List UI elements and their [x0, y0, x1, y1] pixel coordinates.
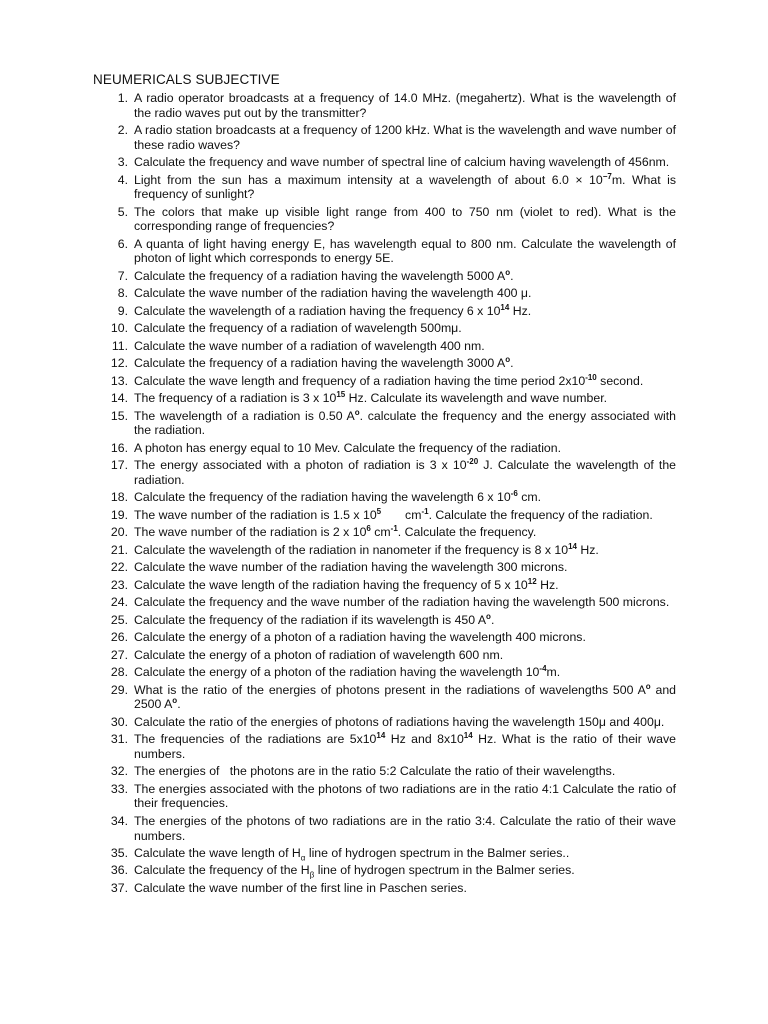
superscript: -4: [539, 664, 547, 674]
question-item: [93, 525, 676, 540]
superscript: -20: [466, 457, 479, 467]
question-item: [93, 613, 676, 628]
question-number: 28.: [110, 665, 128, 680]
question-item: [93, 630, 676, 645]
superscript: 5: [376, 506, 382, 516]
question-number: 10.: [110, 321, 128, 336]
question-text: [128, 391, 676, 406]
question-item: [93, 764, 676, 779]
question-text: [128, 356, 676, 371]
question-item: [93, 543, 676, 558]
question-item: [93, 374, 676, 389]
text-run: Calculate the frequency of a radiation of wavelength 500mμ.: [134, 321, 462, 336]
question-item: [93, 508, 676, 523]
question-number: 31.: [110, 732, 128, 747]
question-text: [128, 490, 676, 505]
question-number: 5.: [117, 204, 128, 219]
text-run: line of hydrogen spectrum in the Balmer series.: [314, 863, 575, 878]
question-text: [128, 764, 676, 779]
text-run: Calculate the wave length and frequency of a radiation having the time period 2x10: [134, 373, 586, 388]
text-run: Calculate the energy of a photon of a radiation having the wavelength 400 microns.: [134, 630, 586, 645]
question-text: [128, 543, 676, 558]
superscript: 14: [500, 302, 510, 312]
text-run: Hz.: [509, 303, 532, 318]
question-number: 32.: [110, 764, 128, 779]
question-text: [128, 123, 676, 152]
question-text: [128, 665, 676, 680]
question-text: [128, 863, 676, 878]
text-run: A quanta of light having energy E, has wavelength equal to 800 nm. Calculate the wavelength of photon of light which corresponds to energy 5E.: [134, 236, 676, 266]
question-text: [128, 458, 676, 487]
text-run: Calculate the wave number of the radiation having the wavelength 400 μ.: [134, 286, 532, 301]
text-run: Calculate the energy of a photon of the radiation having the wavelength 10: [134, 665, 540, 680]
question-number: 25.: [110, 612, 128, 627]
text-run: .: [490, 612, 495, 627]
question-item: [93, 578, 676, 593]
question-text: [128, 881, 676, 896]
question-item: [93, 595, 676, 610]
question-text: [128, 409, 676, 438]
text-run: The energies associated with the photons of two radiations are in the ratio 4:1 Calculate the ratio of their frequencies.: [134, 781, 676, 811]
text-run: Calculate the wave number of the first line in Paschen series.: [134, 880, 467, 895]
question-item: [93, 409, 676, 438]
question-number: 35.: [110, 846, 128, 860]
text-run: Calculate the frequency of a radiation having the wavelength 3000 A: [134, 356, 506, 371]
text-run: J. Calculate the wavelength of the radiation.: [134, 458, 677, 487]
question-item: [93, 286, 676, 301]
text-run: Calculate the energy of a photon of radiation of wavelength 600 nm.: [134, 647, 504, 662]
superscript: o: [505, 267, 511, 277]
question-number: 36.: [110, 863, 128, 878]
question-text: [128, 237, 676, 266]
text-run: A radio station broadcasts at a frequency of 1200 kHz. What is the wavelength and wave number of these radio waves?: [134, 123, 676, 152]
text-run: second.: [596, 373, 644, 388]
question-number: 34.: [110, 813, 128, 828]
question-number: 15.: [110, 408, 128, 423]
question-number: 3.: [117, 155, 128, 170]
question-text: [128, 715, 676, 730]
text-run: What is the ratio of the energies of photons present in the radiations of wavelengths 500 A: [134, 682, 646, 697]
question-number: 27.: [110, 647, 128, 662]
question-item: [93, 91, 676, 120]
question-number: 13.: [110, 373, 128, 388]
question-item: [93, 490, 676, 505]
superscript: 14: [568, 541, 577, 551]
text-run: line of hydrogen spectrum in the Balmer series..: [305, 846, 570, 860]
text-run: Calculate the wave length of H: [134, 846, 301, 860]
question-item: [93, 648, 676, 663]
question-text: [128, 648, 676, 663]
question-number: 24.: [110, 595, 128, 610]
text-run: Hz. Calculate its wavelength and wave number.: [345, 391, 608, 406]
superscript: 12: [527, 576, 537, 586]
question-item: [93, 732, 676, 761]
text-run: The colors that make up visible light range from 400 to 750 nm (violet to red). What is the corresponding range of frequencies?: [134, 204, 676, 234]
text-run: cm: [370, 525, 391, 540]
document-title: NEUMERICALS SUBJECTIVE: [93, 72, 280, 87]
question-text: [128, 91, 676, 120]
question-number: 14.: [110, 391, 128, 406]
superscript: −7: [602, 171, 612, 181]
question-number: 21.: [110, 542, 128, 557]
text-run: The energies of the photons of two radiations are in the ratio 3:4. Calculate the ratio of their wave numbers.: [134, 813, 676, 843]
question-text: [128, 560, 676, 575]
superscript: o: [354, 407, 360, 417]
superscript: o: [505, 355, 511, 365]
question-text: [128, 269, 676, 284]
superscript: 15: [336, 390, 346, 400]
question-item: [93, 863, 676, 878]
question-item: [93, 560, 676, 575]
text-run: .: [510, 268, 514, 283]
question-item: [93, 123, 676, 152]
text-run: . Calculate the frequency.: [397, 525, 537, 540]
question-number: 20.: [110, 525, 128, 540]
question-item: [93, 391, 676, 406]
text-run: m.: [546, 665, 561, 680]
question-item: [93, 782, 676, 811]
question-number: 2.: [117, 123, 128, 138]
text-run: The wave number of the radiation is 2 x 10: [134, 525, 367, 540]
text-run: Light from the sun has a maximum intensity at a wavelength of about 6.0 × 10: [134, 172, 603, 187]
text-run: Calculate the frequency of a radiation having the wavelength 5000 A: [134, 268, 506, 283]
superscript: -10: [585, 372, 597, 382]
text-run: Calculate the frequency and wave number of spectral line of calcium having wavelength of 456nm.: [134, 155, 670, 170]
subscript: α: [300, 853, 306, 863]
question-number: 1.: [117, 91, 128, 105]
question-item: [93, 458, 676, 487]
text-run: .: [177, 697, 181, 712]
question-text: [128, 683, 676, 712]
text-run: Calculate the wave number of a radiation of wavelength 400 nm.: [134, 338, 485, 353]
text-run: . calculate the frequency and the energy associated with the radiation.: [134, 408, 677, 438]
subscript: β: [309, 870, 315, 880]
question-number: 11.: [111, 338, 128, 353]
text-run: cm: [381, 507, 422, 522]
question-item: [93, 356, 676, 371]
question-item: [93, 715, 676, 730]
question-number: 7.: [117, 268, 128, 283]
question-text: [128, 782, 676, 811]
question-text: [128, 286, 676, 301]
question-list: [93, 91, 676, 896]
question-text: [128, 173, 676, 202]
text-run: Hz.: [536, 577, 559, 592]
question-text: [128, 578, 676, 593]
question-number: 30.: [110, 714, 128, 729]
superscript: o: [645, 681, 651, 691]
superscript: o: [486, 611, 491, 621]
question-text: [128, 339, 676, 354]
question-item: [93, 881, 676, 896]
question-number: 12.: [110, 356, 128, 371]
question-item: [93, 441, 676, 456]
question-item: [93, 155, 676, 170]
text-run: .: [510, 356, 514, 371]
text-run: The wave number of the radiation is 1.5 x 10: [134, 507, 377, 522]
question-number: 18.: [110, 490, 128, 505]
superscript: -6: [510, 489, 518, 499]
superscript: 14: [463, 731, 473, 741]
question-text: [128, 732, 676, 761]
question-number: 16.: [110, 440, 128, 455]
text-run: cm.: [517, 490, 542, 505]
question-number: 4.: [117, 172, 128, 187]
question-number: 22.: [110, 560, 128, 575]
question-number: 19.: [110, 507, 128, 522]
question-item: [93, 665, 676, 680]
text-run: The frequencies of the radiations are 5x10: [134, 732, 377, 747]
text-run: and 2500 A: [134, 682, 677, 712]
question-number: 8.: [117, 286, 128, 301]
text-run: . Calculate the frequency of the radiation.: [428, 507, 653, 522]
question-item: [93, 237, 676, 266]
text-run: Calculate the wave number of the radiation having the wavelength 300 microns.: [134, 560, 568, 575]
text-run: A photon has energy equal to 10 Mev. Calculate the frequency of the radiation.: [134, 440, 562, 455]
text-run: A radio operator broadcasts at a frequency of 14.0 MHz. (megahertz). What is the wavelength of the radio waves put out by the transmitter?: [134, 91, 676, 120]
superscript: o: [172, 696, 178, 706]
question-number: 6.: [117, 236, 128, 251]
question-item: [93, 683, 676, 712]
question-text: [128, 508, 676, 523]
text-run: Hz.: [576, 542, 599, 557]
text-run: Hz. What is the ratio of their wave numbers.: [134, 732, 676, 761]
question-item: [93, 814, 676, 843]
question-number: 33.: [110, 781, 128, 796]
text-run: The wavelength of a radiation is 0.50 A: [134, 408, 355, 423]
question-text: [128, 441, 676, 456]
question-item: [93, 321, 676, 336]
question-number: 9.: [117, 303, 128, 318]
question-text: [128, 525, 676, 540]
question-text: [128, 613, 676, 628]
question-item: [93, 339, 676, 354]
question-text: [128, 205, 676, 234]
question-number: 23.: [110, 577, 128, 592]
question-number: 29.: [110, 682, 128, 697]
text-run: Hz and 8x10: [385, 732, 464, 747]
text-run: Calculate the frequency of the H: [134, 863, 310, 878]
text-run: Calculate the wave length of the radiation having the frequency of 5 x 10: [134, 577, 528, 592]
text-run: Calculate the frequency of the radiation having the wavelength 6 x 10: [134, 490, 511, 505]
text-run: Calculate the wavelength of the radiation in nanometer if the frequency is 8 x 10: [134, 542, 569, 557]
superscript: 14: [376, 731, 386, 741]
question-item: [93, 205, 676, 234]
text-run: The energies of the photons are in the ratio 5:2 Calculate the ratio of their wavelengths.: [134, 764, 616, 779]
question-text: [128, 155, 676, 170]
question-number: 26.: [110, 630, 128, 645]
superscript: -1: [390, 524, 398, 534]
superscript: -1: [421, 506, 429, 516]
text-run: Calculate the ratio of the energies of photons of radiations having the wavelength 150μ and 400μ.: [134, 714, 665, 729]
question-item: [93, 269, 676, 284]
question-text: [128, 374, 676, 389]
text-run: The energy associated with a photon of radiation is 3 x 10: [134, 458, 467, 473]
question-text: [128, 846, 676, 861]
text-run: m. What is frequency of sunlight?: [134, 172, 677, 202]
question-item: [93, 304, 676, 319]
text-run: Calculate the frequency of the radiation if its wavelength is 450 A: [134, 612, 487, 627]
question-number: 17.: [110, 458, 128, 473]
superscript: 6: [366, 524, 371, 534]
question-number: 37.: [110, 880, 128, 895]
question-text: [128, 595, 676, 610]
text-run: Calculate the frequency and the wave number of the radiation having the wavelength 500 microns.: [134, 595, 670, 610]
text-run: The frequency of a radiation is 3 x 10: [134, 391, 337, 406]
text-run: Calculate the wavelength of a radiation having the frequency 6 x 10: [134, 303, 501, 318]
question-text: [128, 630, 676, 645]
question-item: [93, 846, 676, 861]
question-text: [128, 814, 676, 843]
question-item: [93, 173, 676, 202]
question-text: [128, 321, 676, 336]
question-text: [128, 304, 676, 319]
